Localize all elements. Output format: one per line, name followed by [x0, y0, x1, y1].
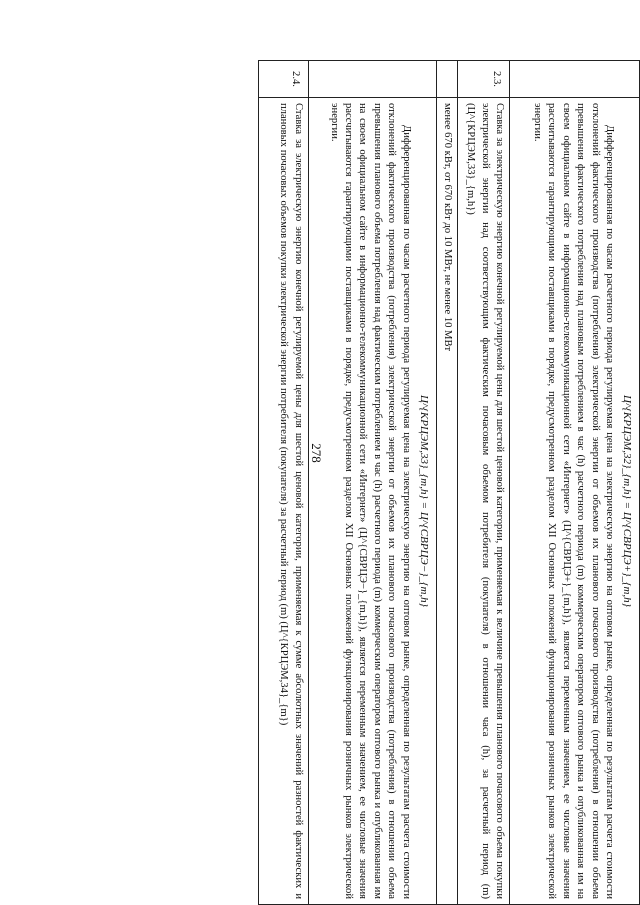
cell-text: Ставка за электрическую энергию конечной регулируемой цены для шестой ценовой категории, применяемая к величине превышения планового почасового объема покупки электрической энергии над соответствующим фактическим почасовым объемом потребителя (покупателя) в отношении часа (h), за расчетный период (m) (Ц^{КРЦЭМ,33}_{m,h}): [465, 103, 505, 899]
cell-text: Дифференцированная по часам расчетного периода регулируемая цена на электрическую энергию на оптовом рынке, определенная по результатам расчета стоимости отклонений фактического производства (потребления) электрической энергии от объемов их планового почасового производства (потребления) в отношении объема превышения фактического потребления над плановым потреблением в час (h) расчетного периода (m) коммерческим оператором оптового рынка и опубликованная им на своем официальном сайте в информационно-телекоммуникационной сети «Интернет» (Ц^{СВРЦЭ+}_{m,h}), является переменным значением, ее числовые значения рассчитываются гарантирующими поставщиками в порядке, предусмотренном разделом XII Основных положений функционирования розничных рынков электрической энергии.: [532, 103, 616, 899]
row-number: [510, 61, 640, 98]
table-row: [458, 61, 510, 905]
table-row: [510, 61, 640, 905]
tariff-table: [258, 60, 640, 905]
table-row: [308, 61, 436, 905]
row-number: [308, 61, 436, 98]
table-row: [436, 61, 457, 905]
page-number: 278: [309, 443, 324, 463]
table-cell: [258, 98, 308, 905]
table-cell: [308, 98, 436, 905]
row-number: 2.3.: [458, 61, 510, 98]
table-cell: [458, 98, 510, 905]
row-number: 2.4.: [258, 61, 308, 98]
cell-text: менее 670 кВт, от 670 кВт до 10 МВт, не менее 10 МВт: [442, 103, 453, 352]
table-cell: [436, 98, 457, 905]
table-cell: [510, 98, 640, 905]
formula: Ц^{КРЦЭМ,32}_{m,h} = Ц^{СВРЦЭ+}_{m,h}: [621, 394, 633, 608]
cell-text: Дифференцированная по часам расчетного периода регулируемая цена на электрическую энергию на оптовом рынке, определенная по результатам расчета стоимости отклонений фактического производства (потребления) электрической энергии от объемов их планового почасового производства (потребления) в отношении объема превышения планового объема потребления над фактическим потреблением в час (h) расчетного периода (m) коммерческим оператором оптового рынка и опубликованная им на своем официальном сайте в информационно-телекоммуникационной сети «Интернет» (Ц^{СВРЦЭ−}_{m,h}), является переменным значением, ее числовые значения рассчитываются гарантирующими поставщиками в порядке, предусмотренном разделом XII Основных положений функционирования розничных рынков электрической энергии.: [328, 103, 412, 899]
cell-text: Ставка за электрическую энергию конечной регулируемой цены для шестой ценовой категории, применяемая к сумме абсолютных значений разностей фактических и плановых почасовых объемов покупки электрической энергии потребителя (покупателя) за расчетный период (m) (Ц^{КРЦЭМ,34}_{m}): [278, 103, 304, 899]
table-row: [258, 61, 308, 905]
formula: Ц^{КРЦЭМ,33}_{m,h} = Ц^{СВРЦЭ−}_{m,h}: [417, 394, 430, 608]
row-number: [436, 61, 457, 98]
rotated-page-body: [260, 60, 640, 905]
